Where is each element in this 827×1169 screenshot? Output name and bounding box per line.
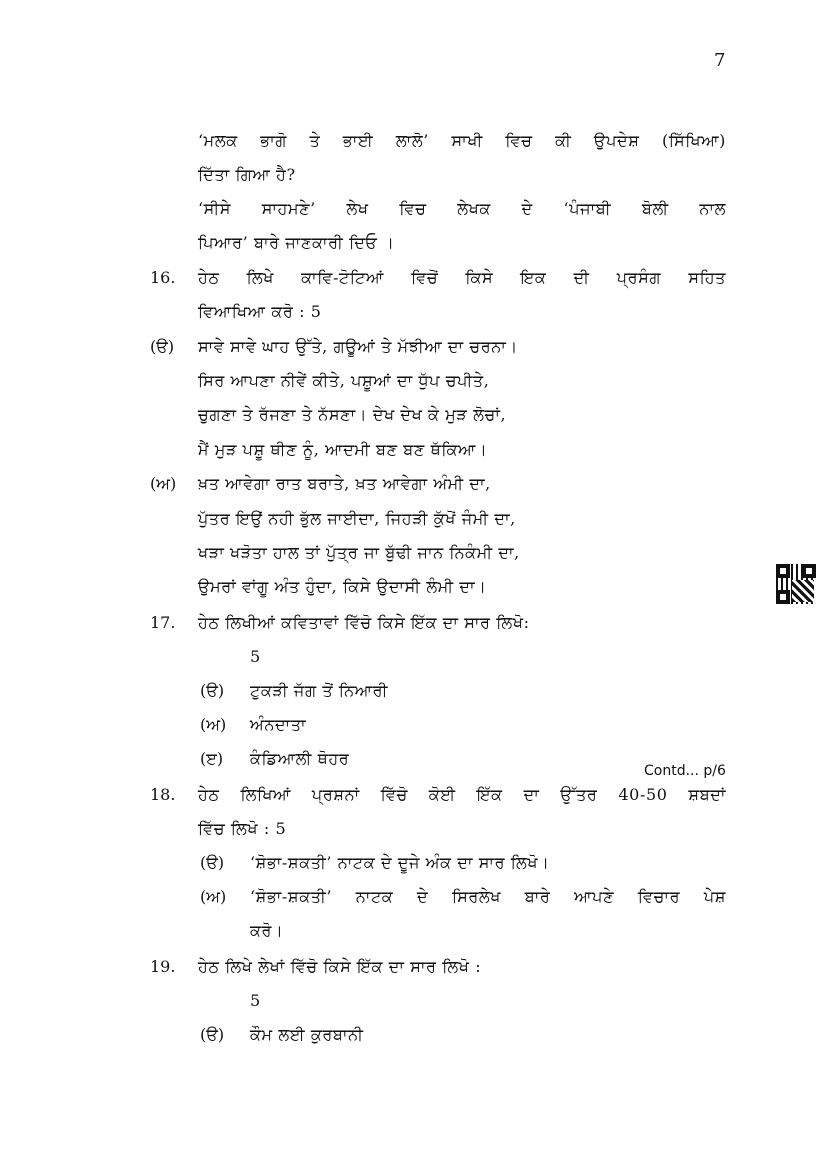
q16-b-verse-4: ਉਮਰਾਂ ਵਾਂਗੂ ਅੰਤ ਹੁੰਦਾ, ਕਿਸੇ ਉਦਾਸੀ ਲੰਮੀ ਦਾ। bbox=[198, 577, 487, 596]
q19-option-a-marker: (ੳ) bbox=[200, 1025, 225, 1044]
q18-number: 18. bbox=[150, 785, 176, 804]
qr-code bbox=[776, 564, 816, 604]
q19-line-1: ਹੇਠ ਲਿਖੇ ਲੇਖਾਂ ਵਿੱਚੋ ਕਿਸੇ ਇੱਕ ਦਾ ਸਾਰ ਲਿਖੋ : bbox=[198, 957, 482, 976]
q17-marks: 5 bbox=[250, 647, 261, 666]
q16-option-b-marker: (ਅ) bbox=[150, 474, 177, 493]
q17-line-1: ਹੇਠ ਲਿਖੀਆਂ ਕਵਿਤਾਵਾਂ ਵਿੱਚੋ ਕਿਸੇ ਇੱਕ ਦਾ ਸਾਰ ਲਿਖੋ: bbox=[198, 613, 530, 632]
q17-option-c-text: ਕੰਡਿਆਲੀ ਥੋਹਰ bbox=[250, 749, 350, 768]
q17-number: 17. bbox=[150, 613, 176, 632]
page-number: 7 bbox=[714, 50, 726, 71]
q16-b-verse-2: ਪੁੱਤਰ ਇਉਂ ਨਹੀ ਭੁੱਲ ਜਾਈਦਾ, ਜਿਹੜੀ ਕੁੱਖੋਂ ਜੰਮੀ ਦਾ, bbox=[198, 509, 516, 528]
q16-line-1: ਹੇਠ ਲਿਖੇ ਕਾਵਿ-ਟੋਟਿਆਂ ਵਿਚੋਂ ਕਿਸੇ ਇਕ ਦੀ ਪ੍ਰਸੰਗ ਸਹਿਤ bbox=[198, 268, 726, 287]
q18-option-b-marker: (ਅ) bbox=[200, 887, 227, 906]
q16-line-2: ਵਿਆਖਿਆ ਕਰੋ : 5 bbox=[198, 302, 322, 321]
q18-line-2: ਵਿੱਚ ਲਿਖੋ : 5 bbox=[198, 819, 287, 838]
q16-a-verse-2: ਸਿਰ ਆਪਣਾ ਨੀਵੇਂ ਕੀਤੇ, ਪਸ਼ੂਆਂ ਦਾ ਧੁੱਪ ਚਪੀਤੇ, bbox=[198, 371, 490, 390]
q18-option-a-marker: (ੳ) bbox=[200, 853, 225, 872]
q16-b-verse-3: ਖੜਾ ਖੜੋਤਾ ਹਾਲ ਤਾਂ ਪੁੱਤ੍ਰ ਜਾ ਬੁੱਢੀ ਜਾਨ ਨਿਕੰਮੀ ਦਾ, bbox=[198, 543, 520, 562]
q17-option-a-marker: (ੳ) bbox=[200, 681, 225, 700]
q17-option-b-text: ਅੰਨਦਾਤਾ bbox=[250, 715, 307, 734]
q16-b-verse-1: ਖ਼ਤ ਆਵੇਗਾ ਰਾਤ ਬਰਾਤੇ, ਖ਼ਤ ਆਵੇਗਾ ਅੰਮੀ ਦਾ, bbox=[198, 474, 491, 493]
q16-a-verse-3: ਚੁਗਣਾ ਤੇ ਰੱਜਣਾ ਤੇ ਨੱਸਣਾ। ਦੇਖ ਦੇਖ ਕੇ ਮੁੜ ਲੋਚਾਂ, bbox=[198, 405, 507, 424]
q19-option-a-text: ਕੌਮ ਲਈ ਕੁਰਬਾਨੀ bbox=[250, 1025, 364, 1044]
q18-option-b-line-1: ‘ਸ਼ੋਭਾ-ਸ਼ਕਤੀ’ ਨਾਟਕ ਦੇ ਸਿਰਲੇਖ ਬਾਰੇ ਆਪਣੇ ਵਿਚਾਰ ਪੇਸ਼ bbox=[250, 887, 726, 906]
q17-option-b-marker: (ਅ) bbox=[200, 715, 227, 734]
q18-option-b-line-2: ਕਰੋ। bbox=[250, 921, 284, 940]
q14-line-2: ਦਿੱਤਾ ਗਿਆ ਹੈ? bbox=[198, 165, 296, 184]
q16-a-verse-1: ਸਾਵੇ ਸਾਵੇ ਘਾਹ ਉੱਤੇ, ਗਊਆਂ ਤੇ ਮੱਝੀਆ ਦਾ ਚਰਨਾ। bbox=[198, 337, 518, 356]
q14-line-1: ‘ਮਲਕ ਭਾਗੋ ਤੇ ਭਾਈ ਲਾਲੋ’ ਸਾਖੀ ਵਿਚ ਕੀ ਉਪਦੇਸ਼ (ਸਿੱਖਿਆ) bbox=[198, 131, 726, 150]
q16-number: 16. bbox=[150, 268, 176, 287]
q16-option-a-marker: (ੳ) bbox=[150, 337, 175, 356]
q19-number: 19. bbox=[150, 957, 176, 976]
q18-option-a-text: ‘ਸ਼ੋਭਾ-ਸ਼ਕਤੀ’ ਨਾਟਕ ਦੇ ਦੂਜੇ ਅੰਕ ਦਾ ਸਾਰ ਲਿਖੋ। bbox=[250, 853, 550, 872]
q17-option-c-marker: (ੲ) bbox=[200, 749, 224, 768]
continued-note: Contd... p/6 bbox=[644, 763, 726, 779]
q15-line-2: ਪਿਆਰ’ ਬਾਰੇ ਜਾਣਕਾਰੀ ਦਿਓ । bbox=[198, 233, 395, 252]
q17-option-a-text: ਟੁਕੜੀ ਜੱਗ ਤੋਂ ਨਿਆਰੀ bbox=[250, 681, 389, 700]
q15-line-1: ‘ਸੀਸੇ ਸਾਹਮਣੇ’ ਲੇਖ ਵਿਚ ਲੇਖਕ ਦੇ ‘ਪੰਜਾਬੀ ਬੋਲੀ ਨਾਲ bbox=[198, 199, 726, 218]
q19-marks: 5 bbox=[250, 991, 261, 1010]
q16-a-verse-4: ਮੈਂ ਮੁੜ ਪਸ਼ੂ ਥੀਣ ਨੂੰ, ਆਦਮੀ ਬਣ ਬਣ ਥੱਕਿਆ। bbox=[198, 440, 488, 459]
q18-line-1: ਹੇਠ ਲਿਖਿਆਂ ਪ੍ਰਸ਼ਨਾਂ ਵਿੱਚੋ ਕੋਈ ਇੱਕ ਦਾ ਉੱਤਰ 40-50 ਸ਼ਬਦਾਂ bbox=[198, 785, 726, 804]
